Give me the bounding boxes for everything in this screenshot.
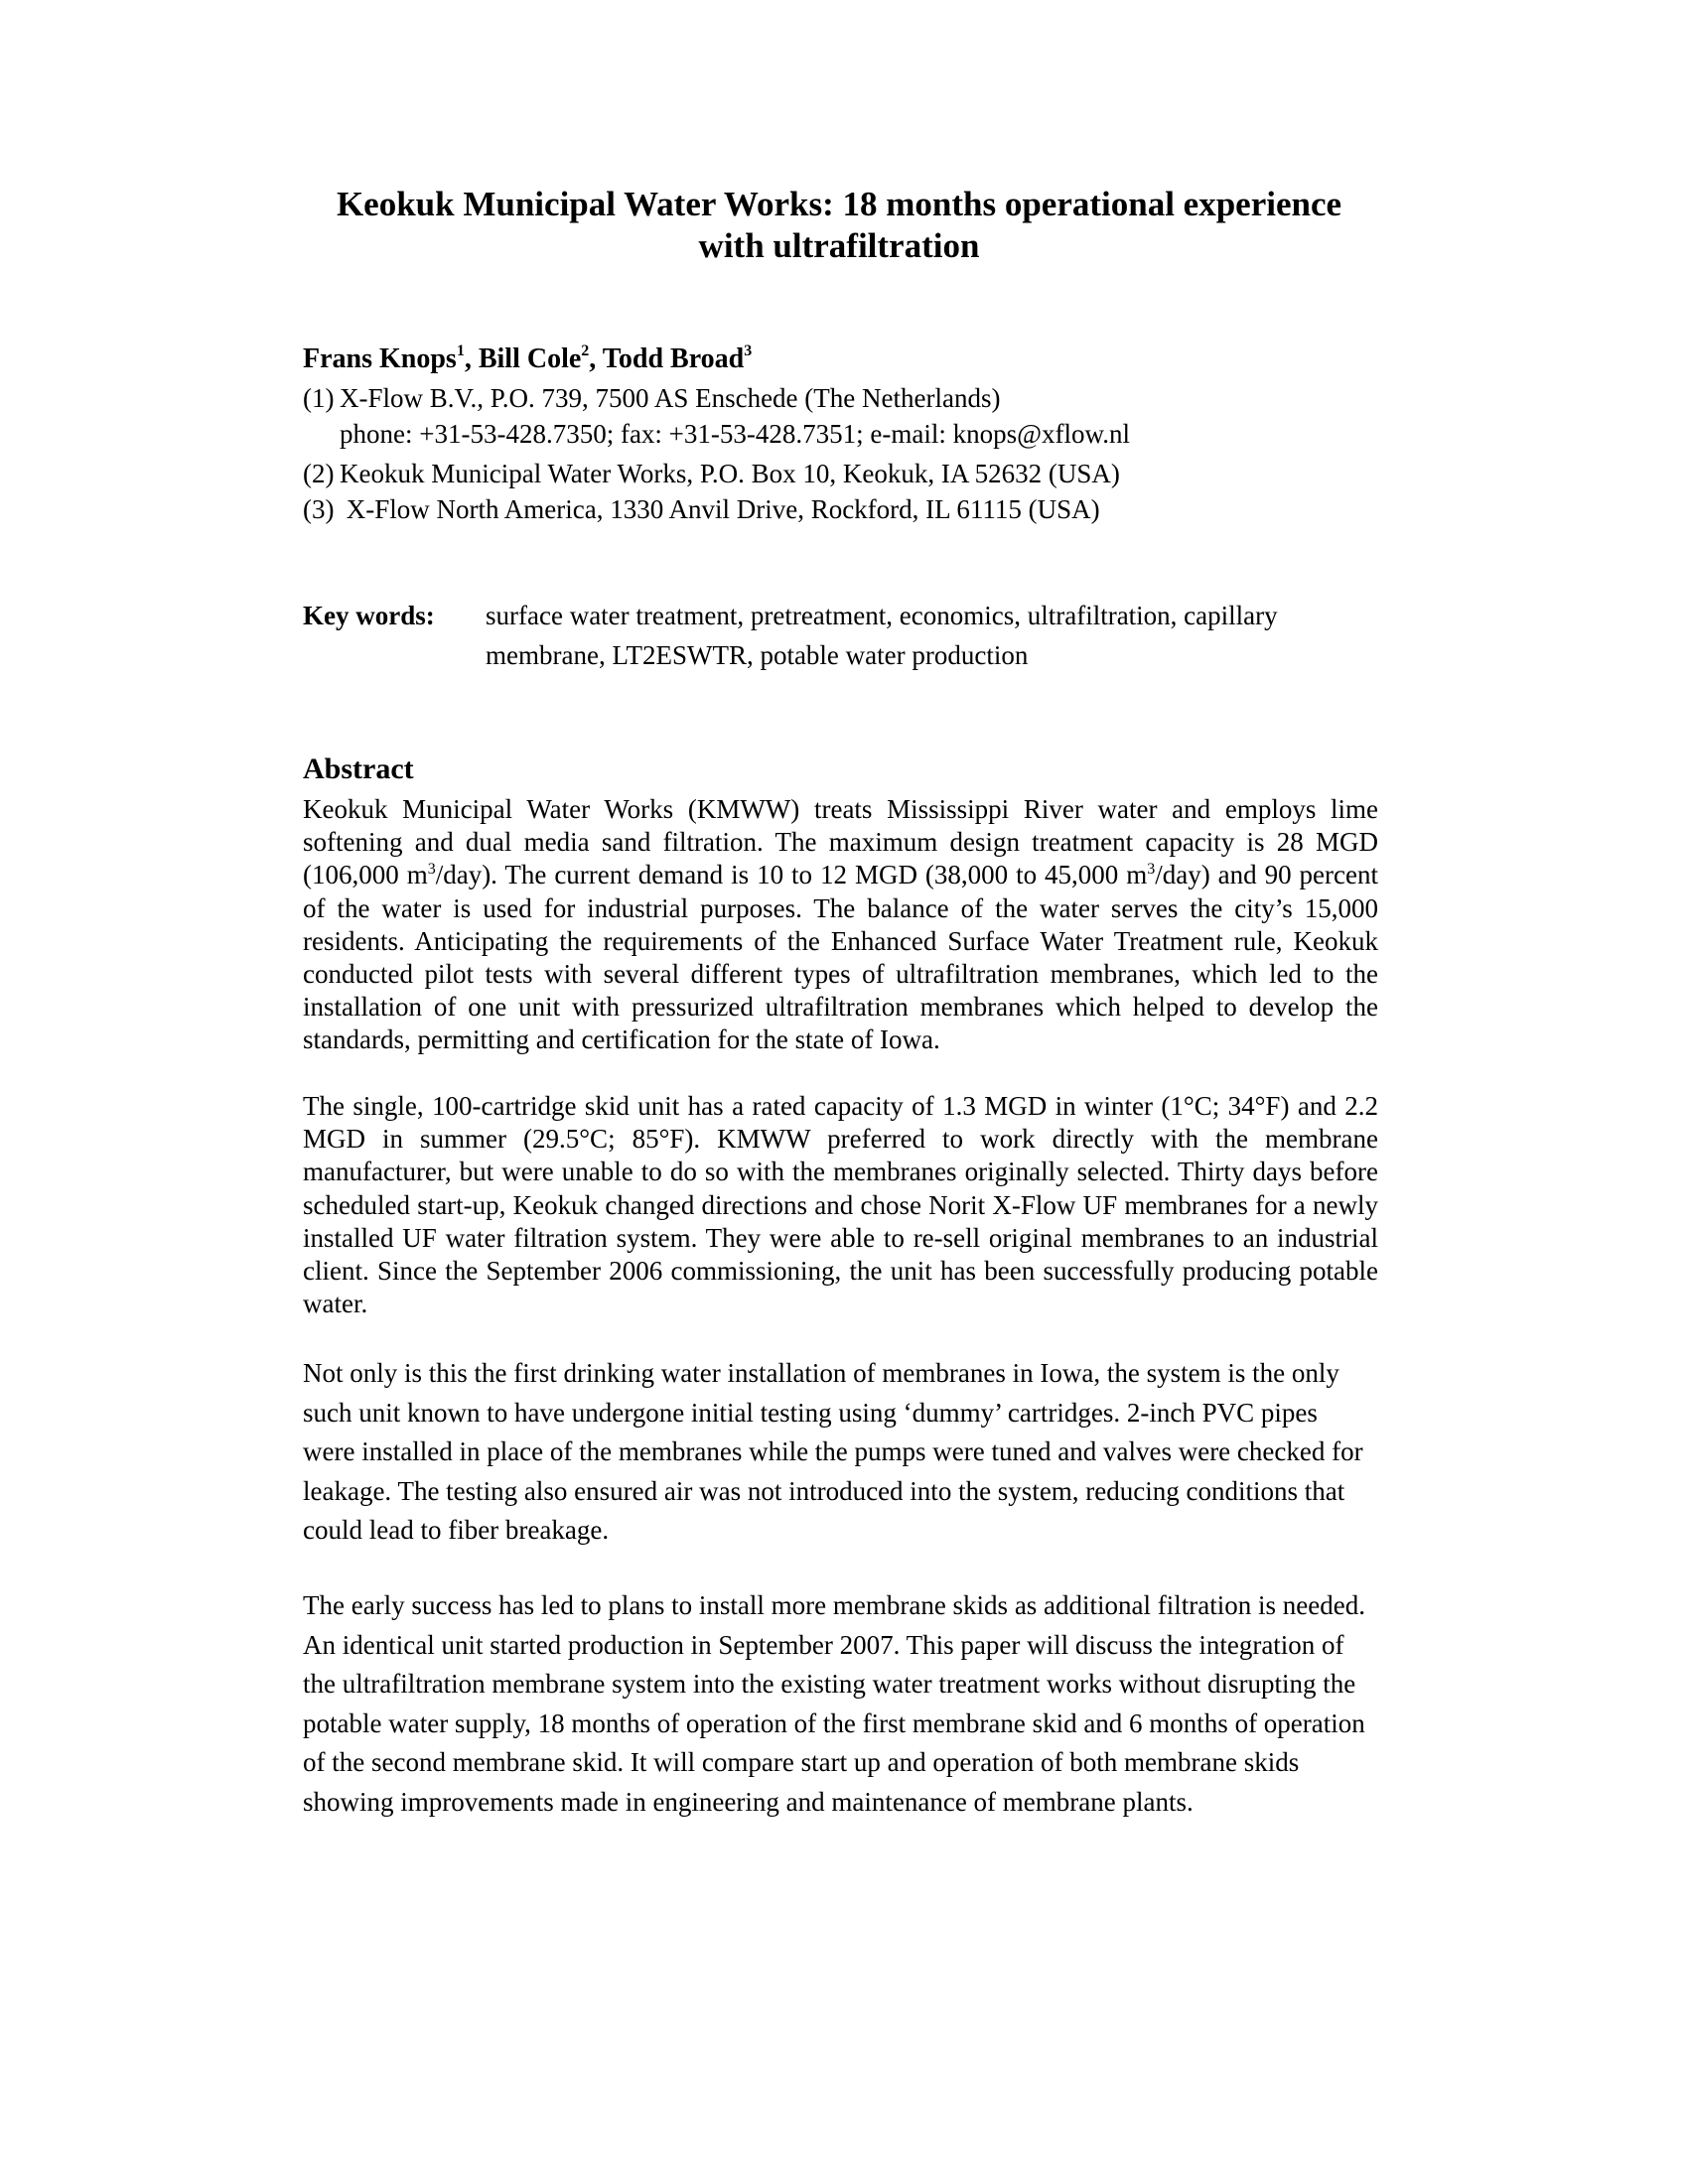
abstract-paragraph-2: The single, 100-cartridge skid unit has a rated capacity of 1.3 MGD in winter (1°C; 34°F) and 2.2 MGD in summer (29.5°C; 85°F). KMWW preferred to work directly with the membrane manufacturer, but were unable to do so with the membranes originally selected. Thirty days before scheduled start-up, Keokuk changed directions and chose Norit X-Flow UF membranes for a newly installed UF water filtration system. They were able to re-sell original membranes to an industrial client. Since the September 2006 commissioning, the unit has been successfully producing potable water. <box>303 1091 1378 1319</box>
text-run: /day). The current demand is 10 to 12 MGD (38,000 to 45,000 m <box>435 860 1148 890</box>
author-name: Todd Broad <box>602 343 745 374</box>
affiliation-item <box>303 491 1130 527</box>
text-run: Keokuk Municipal Water Works (KMWW) treats Mississippi River water and employs lime softening and dual media sand filtration. The maximum design treatment capacity is 28 MGD (106,000 m <box>303 794 1378 890</box>
author-separator: , <box>464 343 479 374</box>
abstract-paragraph-4: The early success has led to plans to install more membrane skids as additional filtration is needed. An identical unit started production in September 2007. This paper will discuss the integration of the ultrafiltration membrane system into the existing water treatment works without disrupting the potable water supply, 18 months of operation of the first membrane skid and 6 months of operation of the second membrane skid. It will compare start up and operation of both membrane skids showing improvements made in engineering and maintenance of membrane plants. <box>303 1590 1365 1817</box>
superscript: 3 <box>1147 861 1156 879</box>
abstract-paragraph-3: Not only is this the first drinking water installation of membranes in Iowa, the system is the only such unit known to have undergone initial testing using ‘dummy’ cartridges. 2-inch PVC pipes were installed in place of the membranes while the pumps were tuned and valves were checked for leakage. The testing also ensured air was not introduced into the system, reducing conditions that could lead to fiber breakage. <box>303 1358 1363 1545</box>
keywords-text: surface water treatment, pretreatment, economics, ultrafiltration, capillary membrane, LT2ESWTR, potable water production <box>486 601 1278 670</box>
affiliation-list <box>303 380 1130 527</box>
affiliation-number: (2) <box>303 459 335 488</box>
keywords <box>303 596 1379 675</box>
abstract-paragraph-1 <box>303 793 1378 1057</box>
keywords-label: Key words: <box>303 601 435 630</box>
affiliation-number: (1) <box>303 383 335 413</box>
author-name: Frans Knops <box>303 343 457 374</box>
affiliation-item <box>303 380 1130 452</box>
title-line-2: with ultrafiltration <box>698 226 980 265</box>
author-affiliation-mark: 3 <box>744 342 753 359</box>
author-name: Bill Cole <box>478 343 582 374</box>
paper-title <box>303 184 1375 267</box>
abstract-heading: Abstract <box>303 752 414 785</box>
author-affiliation-mark: 2 <box>581 342 590 359</box>
author-list <box>303 342 752 376</box>
affiliation-contact: phone: +31-53-428.7350; fax: +31-53-428.7351; e-mail: knops@xflow.nl <box>340 419 1130 449</box>
affiliation-number: (3) <box>303 494 335 524</box>
affiliation-address: X-Flow B.V., P.O. 739, 7500 AS Enschede (The Netherlands) <box>340 383 1001 413</box>
author-separator: , <box>589 343 603 374</box>
superscript: 3 <box>427 861 436 879</box>
affiliation-item <box>303 456 1130 491</box>
text-run: /day) and 90 percent of the water is used for industrial purposes. The balance of the water serves the city’s 15,000 residents. Anticipating the requirements of the Enhanced Surface Water Treatment rule, Keokuk conducted pilot tests with several different types of ultrafiltration membranes, which led to the installation of one unit with pressurized ultrafiltration membranes which helped to develop the standards, permitting and certification for the state of Iowa. <box>303 860 1379 1055</box>
affiliation-address: Keokuk Municipal Water Works, P.O. Box 10, Keokuk, IA 52632 (USA) <box>340 459 1120 488</box>
author-affiliation-mark: 1 <box>456 342 465 359</box>
title-line-1: Keokuk Municipal Water Works: 18 months operational experience <box>336 185 1342 223</box>
affiliation-address: X-Flow North America, 1330 Anvil Drive, Rockford, IL 61115 (USA) <box>340 494 1100 524</box>
